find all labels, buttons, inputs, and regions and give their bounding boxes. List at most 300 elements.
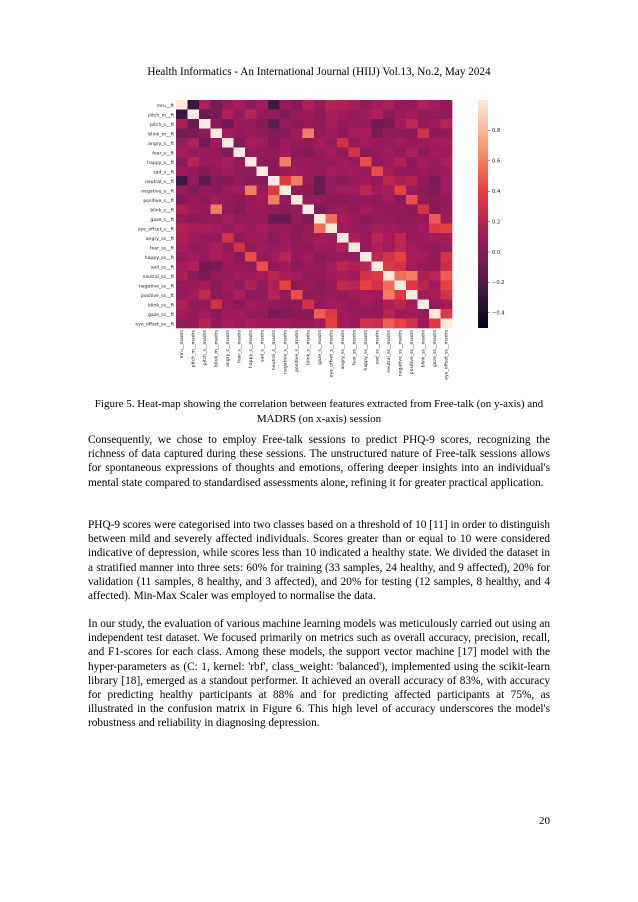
heatmap-cell — [337, 243, 349, 253]
colorbar-tick-label: 0.4 — [492, 189, 501, 195]
heatmap-cell — [268, 243, 280, 253]
heatmap-cell — [429, 205, 441, 215]
column-label: sad_s__madrs — [260, 330, 266, 362]
heatmap-cell — [211, 195, 223, 205]
heatmap-cell — [326, 214, 338, 224]
column-label: pitch_s__madrs — [203, 330, 209, 366]
heatmap-cell — [188, 233, 200, 243]
heatmap-cell — [188, 281, 200, 291]
heatmap-cell — [383, 148, 395, 158]
heatmap-cell — [429, 167, 441, 177]
heatmap-cell — [257, 243, 269, 253]
heatmap-cell — [349, 281, 361, 291]
heatmap-cell — [222, 100, 234, 110]
heatmap-cell — [314, 290, 326, 300]
heatmap-cell — [234, 290, 246, 300]
heatmap-cell — [395, 157, 407, 167]
heatmap-cell — [199, 100, 211, 110]
row-label: neutral_ss__ft — [142, 274, 174, 280]
heatmap-cell — [349, 300, 361, 310]
caption-line-2: MADRS (on x-axis) session — [256, 413, 382, 425]
heatmap-cell — [188, 110, 200, 120]
heatmap-cell — [418, 195, 430, 205]
heatmap-cell — [372, 281, 384, 291]
heatmap-cell — [349, 110, 361, 120]
heatmap-cell — [314, 233, 326, 243]
heatmap-cell — [418, 214, 430, 224]
heatmap-cell — [349, 186, 361, 196]
heatmap-cell — [176, 176, 188, 186]
heatmap-cell — [199, 110, 211, 120]
heatmap-cell — [441, 119, 453, 129]
row-label: angry_s__ft — [148, 141, 174, 147]
heatmap-cell — [199, 195, 211, 205]
heatmap-cell — [176, 224, 188, 234]
heatmap-cell — [337, 157, 349, 167]
row-label: blink_m__ft — [148, 132, 174, 138]
heatmap-cell — [303, 186, 315, 196]
row-label: positive_ss__ft — [140, 293, 174, 299]
heatmap-cell — [257, 186, 269, 196]
column-label: blink_ss__madrs — [421, 330, 427, 368]
heatmap-cell — [211, 100, 223, 110]
heatmap-cell — [199, 262, 211, 272]
heatmap-cell — [360, 262, 372, 272]
heatmap-cell — [245, 233, 257, 243]
heatmap-cell — [418, 262, 430, 272]
heatmap-cell — [234, 309, 246, 319]
heatmap-cell — [303, 271, 315, 281]
heatmap-cell — [441, 110, 453, 120]
heatmap-cell — [406, 138, 418, 148]
heatmap-cell — [372, 195, 384, 205]
heatmap-cell — [291, 262, 303, 272]
heatmap-cell — [211, 290, 223, 300]
heatmap-cell — [372, 148, 384, 158]
heatmap-cell — [257, 224, 269, 234]
heatmap-cell — [360, 319, 372, 329]
heatmap-cell — [188, 243, 200, 253]
heatmap-cell — [418, 100, 430, 110]
heatmap-cell — [383, 167, 395, 177]
heatmap-cell — [222, 290, 234, 300]
heatmap-cell — [280, 243, 292, 253]
heatmap-cell — [303, 300, 315, 310]
row-label: gaze_s__ft — [150, 217, 174, 223]
heatmap-cell — [176, 119, 188, 129]
heatmap-cell — [245, 129, 257, 139]
heatmap-cell — [372, 290, 384, 300]
heatmap-cell — [222, 224, 234, 234]
heatmap-cell — [188, 100, 200, 110]
heatmap-cell — [234, 148, 246, 158]
heatmap-cell — [257, 252, 269, 262]
heatmap-cell — [245, 309, 257, 319]
heatmap-cell — [406, 252, 418, 262]
row-label: positive_s__ft — [143, 198, 174, 204]
heatmap-cell — [188, 214, 200, 224]
heatmap-cell — [199, 214, 211, 224]
heatmap-cell — [245, 195, 257, 205]
heatmap-cell — [303, 290, 315, 300]
row-label: happy_ss__ft — [144, 255, 174, 261]
heatmap-cell — [395, 119, 407, 129]
heatmap-cell — [360, 281, 372, 291]
heatmap-cell — [257, 262, 269, 272]
heatmap-cell — [234, 214, 246, 224]
heatmap-cell — [176, 281, 188, 291]
heatmap-cell — [360, 205, 372, 215]
heatmap-cell — [395, 281, 407, 291]
heatmap-cell — [314, 100, 326, 110]
heatmap-cell — [441, 148, 453, 158]
heatmap-cell — [211, 300, 223, 310]
heatmap-cell — [211, 129, 223, 139]
heatmap-cell — [360, 138, 372, 148]
heatmap-cell — [234, 243, 246, 253]
heatmap-cell — [395, 233, 407, 243]
heatmap-cell — [360, 233, 372, 243]
heatmap-cell — [418, 319, 430, 329]
heatmap-cell — [418, 271, 430, 281]
heatmap-cell — [360, 309, 372, 319]
heatmap-cell — [222, 119, 234, 129]
heatmap-cell — [268, 290, 280, 300]
heatmap-cell — [280, 300, 292, 310]
heatmap-cell — [383, 195, 395, 205]
heatmap-cell — [360, 271, 372, 281]
heatmap-cell — [349, 271, 361, 281]
heatmap-cell — [372, 138, 384, 148]
row-label: fear_ss__ft — [149, 246, 174, 252]
heatmap-cell — [245, 224, 257, 234]
heatmap-cell — [326, 224, 338, 234]
paragraph-evaluation: In our study, the evaluation of various machine learning models was meticulously carried out using an independent test dataset. We focused primarily on metrics such as overall accuracy, precision, recall, and F1-scores for each class. Among these models, the support vector machine [17] model with the hyper-parameters as (C: 1, kernel: 'rbf', class_weight: 'balanced'), implemented using the scikit-learn library [18], emerged as a standout performer. It achieved an overall accuracy of 83%, with accuracy for predicting healthy participants at 88% and for predicting affected participants at 75%, as illustrated in the confusion matrix in Figure 6. This high level of accuracy underscores the model's robustness and reliability in diagnosing depression. — [88, 618, 550, 730]
heatmap-cell — [418, 110, 430, 120]
heatmap-cell — [280, 100, 292, 110]
heatmap-cell — [245, 290, 257, 300]
heatmap-cell — [176, 110, 188, 120]
heatmap-cell — [268, 167, 280, 177]
column-label: eye_offset_ss__madrs — [444, 330, 450, 380]
row-label: angry_ss__ft — [145, 236, 174, 242]
row-label: sad_s__ft — [153, 170, 174, 176]
heatmap-cell — [360, 224, 372, 234]
heatmap-cell — [441, 262, 453, 272]
heatmap-cell — [303, 233, 315, 243]
heatmap-cell — [211, 224, 223, 234]
heatmap-cell — [314, 205, 326, 215]
heatmap-cell — [406, 176, 418, 186]
heatmap-cell — [395, 148, 407, 158]
heatmap-cell — [176, 100, 188, 110]
heatmap-cell — [360, 100, 372, 110]
heatmap-cell — [234, 138, 246, 148]
heatmap-cell — [418, 138, 430, 148]
heatmap-cell — [176, 271, 188, 281]
column-label: positive_ss__madrs — [410, 330, 416, 375]
heatmap-cell — [337, 176, 349, 186]
heatmap-cell — [372, 157, 384, 167]
heatmap-cell — [395, 309, 407, 319]
heatmap-cell — [349, 252, 361, 262]
heatmap-cell — [245, 205, 257, 215]
heatmap-cell — [280, 176, 292, 186]
heatmap-cell — [337, 129, 349, 139]
heatmap-cell — [211, 252, 223, 262]
heatmap-cell — [280, 148, 292, 158]
heatmap-cell — [395, 195, 407, 205]
heatmap-cell — [406, 233, 418, 243]
heatmap-cell — [257, 214, 269, 224]
column-label: blink_s__madrs — [306, 330, 312, 365]
heatmap-cell — [406, 271, 418, 281]
heatmap-cell — [337, 195, 349, 205]
heatmap-cell — [349, 243, 361, 253]
heatmap-cell — [337, 167, 349, 177]
heatmap-cell — [372, 100, 384, 110]
heatmap-cell — [360, 167, 372, 177]
heatmap-cell — [176, 167, 188, 177]
heatmap-cell — [211, 262, 223, 272]
heatmap-cell — [234, 205, 246, 215]
heatmap-cell — [303, 262, 315, 272]
heatmap-cell — [268, 224, 280, 234]
heatmap-cell — [418, 157, 430, 167]
heatmap-cell — [383, 224, 395, 234]
heatmap-cell — [372, 300, 384, 310]
heatmap-cell — [291, 281, 303, 291]
heatmap-cell — [326, 300, 338, 310]
heatmap-cell — [257, 319, 269, 329]
heatmap-cell — [360, 252, 372, 262]
row-label: pitch_s__ft — [149, 122, 174, 128]
heatmap-cell — [280, 205, 292, 215]
heatmap-cell — [257, 300, 269, 310]
heatmap-cell — [441, 252, 453, 262]
heatmap-cell — [418, 148, 430, 158]
heatmap-cell — [418, 224, 430, 234]
heatmap-cell — [234, 319, 246, 329]
column-label: positive_s__madrs — [295, 330, 301, 372]
column-label: neutral_s__madrs — [272, 330, 278, 371]
heatmap-cell — [257, 119, 269, 129]
heatmap-cell — [188, 119, 200, 129]
heatmap-cell — [176, 262, 188, 272]
page-number: 20 — [539, 815, 550, 827]
heatmap-cell — [199, 138, 211, 148]
heatmap-cell — [337, 214, 349, 224]
heatmap-cell — [291, 319, 303, 329]
heatmap-cell — [349, 214, 361, 224]
heatmap-cell — [349, 176, 361, 186]
heatmap-cell — [222, 214, 234, 224]
heatmap-cell — [303, 167, 315, 177]
heatmap-cell — [303, 252, 315, 262]
heatmap-cell — [257, 176, 269, 186]
heatmap-cell — [199, 271, 211, 281]
colorbar — [478, 100, 488, 328]
heatmap-cell — [337, 138, 349, 148]
heatmap-cell — [291, 214, 303, 224]
heatmap-cell — [176, 148, 188, 158]
heatmap-cell — [211, 138, 223, 148]
heatmap-cell — [314, 138, 326, 148]
heatmap-cell — [372, 119, 384, 129]
row-label: blink_s__ft — [150, 208, 174, 214]
heatmap-cell — [372, 129, 384, 139]
heatmap-cell — [395, 290, 407, 300]
heatmap-cell — [291, 271, 303, 281]
heatmap-cell — [291, 138, 303, 148]
heatmap-cell — [372, 176, 384, 186]
heatmap-cell — [314, 309, 326, 319]
heatmap-cell — [234, 157, 246, 167]
heatmap-cell — [211, 157, 223, 167]
heatmap-cell — [372, 167, 384, 177]
column-label: fear_s__madrs — [237, 330, 243, 363]
heatmap-cell — [360, 290, 372, 300]
heatmap-cell — [245, 186, 257, 196]
heatmap-cell — [257, 271, 269, 281]
heatmap-cell — [245, 214, 257, 224]
heatmap-cell — [406, 205, 418, 215]
heatmap-cell — [326, 110, 338, 120]
heatmap-cell — [418, 167, 430, 177]
heatmap-cell — [199, 281, 211, 291]
heatmap-cell — [303, 319, 315, 329]
heatmap-cell — [234, 176, 246, 186]
heatmap-cell — [337, 281, 349, 291]
heatmap-cell — [176, 195, 188, 205]
heatmap-cell — [406, 129, 418, 139]
heatmap-cell — [406, 100, 418, 110]
heatmap-cell — [268, 262, 280, 272]
heatmap-cell — [234, 281, 246, 291]
heatmap-cell — [303, 138, 315, 148]
heatmap-cell — [188, 138, 200, 148]
heatmap-cell — [406, 243, 418, 253]
heatmap-cell — [337, 119, 349, 129]
heatmap-cell — [441, 290, 453, 300]
heatmap-cell — [326, 243, 338, 253]
heatmap-cell — [280, 167, 292, 177]
heatmap-cell — [280, 252, 292, 262]
row-label: eye_offset_s__ft — [137, 227, 174, 233]
colorbar-tick-label: 0.8 — [492, 128, 501, 135]
heatmap-cell — [245, 271, 257, 281]
heatmap-cell — [257, 138, 269, 148]
heatmap-cell — [418, 176, 430, 186]
heatmap-cell — [222, 157, 234, 167]
heatmap-cell — [245, 319, 257, 329]
heatmap-cell — [337, 100, 349, 110]
heatmap-cell — [188, 224, 200, 234]
heatmap-cell — [222, 309, 234, 319]
heatmap-chart — [100, 92, 540, 382]
heatmap-cell — [441, 224, 453, 234]
heatmap-cell — [222, 300, 234, 310]
heatmap-cell — [337, 262, 349, 272]
heatmap-cell — [337, 309, 349, 319]
heatmap-cell — [372, 110, 384, 120]
heatmap-cell — [234, 262, 246, 272]
heatmap-cell — [349, 129, 361, 139]
heatmap-cell — [314, 195, 326, 205]
heatmap-cell — [188, 167, 200, 177]
heatmap-cell — [326, 100, 338, 110]
heatmap-cell — [418, 205, 430, 215]
column-label: negative_ss__madrs — [398, 330, 404, 377]
heatmap-cell — [314, 186, 326, 196]
heatmap-cell — [372, 262, 384, 272]
heatmap-cell — [291, 290, 303, 300]
heatmap-cell — [429, 119, 441, 129]
heatmap-cell — [406, 148, 418, 158]
heatmap-cell — [222, 243, 234, 253]
heatmap-cell — [349, 138, 361, 148]
heatmap-cell — [176, 309, 188, 319]
heatmap-cell — [406, 214, 418, 224]
heatmap-cell — [314, 148, 326, 158]
heatmap-cell — [406, 186, 418, 196]
heatmap-cell — [337, 252, 349, 262]
heatmap-cell — [211, 214, 223, 224]
heatmap-cell — [199, 119, 211, 129]
heatmap-cell — [418, 290, 430, 300]
heatmap-cell — [268, 271, 280, 281]
heatmap-cell — [395, 252, 407, 262]
heatmap-cell — [441, 129, 453, 139]
heatmap-cell — [176, 233, 188, 243]
heatmap-cell — [429, 129, 441, 139]
heatmap-cell — [280, 262, 292, 272]
heatmap-cell — [429, 281, 441, 291]
heatmap-cell — [326, 205, 338, 215]
heatmap-cell — [280, 157, 292, 167]
heatmap-cell — [211, 233, 223, 243]
heatmap-cell — [291, 100, 303, 110]
heatmap-cell — [406, 167, 418, 177]
heatmap-cell — [349, 233, 361, 243]
heatmap-cell — [222, 252, 234, 262]
heatmap-cell — [280, 138, 292, 148]
heatmap-cell — [418, 300, 430, 310]
heatmap-cell — [349, 309, 361, 319]
heatmap-cell — [211, 309, 223, 319]
heatmap-cell — [337, 319, 349, 329]
heatmap-cell — [234, 119, 246, 129]
heatmap-cell — [429, 138, 441, 148]
heatmap-cell — [383, 309, 395, 319]
caption-line-1: Figure 5. Heat-map showing the correlation between features extracted from Free-talk (on y-axis) and — [94, 398, 544, 410]
heatmap-cell — [337, 148, 349, 158]
heatmap-cell — [291, 309, 303, 319]
heatmap-cell — [406, 157, 418, 167]
heatmap-cell — [395, 167, 407, 177]
heatmap-cell — [418, 281, 430, 291]
heatmap-cell — [326, 252, 338, 262]
heatmap-cell — [188, 176, 200, 186]
column-label: gaze_s__madrs — [318, 330, 324, 365]
heatmap-cell — [383, 243, 395, 253]
heatmap-cell — [176, 214, 188, 224]
heatmap-cell — [418, 129, 430, 139]
heatmap-cell — [245, 167, 257, 177]
heatmap-cell — [406, 262, 418, 272]
heatmap-cell — [303, 157, 315, 167]
heatmap-cell — [257, 205, 269, 215]
